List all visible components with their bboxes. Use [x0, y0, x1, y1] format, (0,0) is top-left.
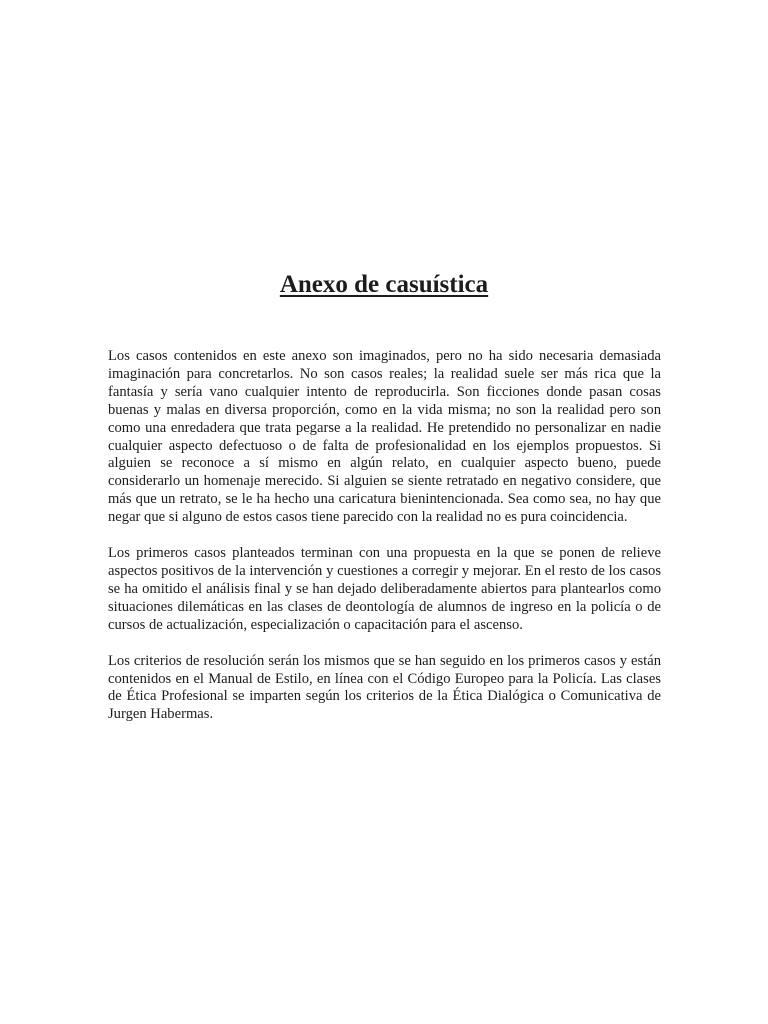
paragraph-intro: Los casos contenidos en este anexo son imaginados, pero no ha sido necesaria demasiada imaginación para concretarlos. No son casos reales; la realidad suele ser más rica que la fantasía y sería vano cualquier intento de reproducirla. Son ficciones donde pasan cosas buenas y malas en diversa proporción, como en la vida misma; no son la realidad pero son como una enredadera que trata pegarse a la realidad. He pretendido no personalizar en nadie cualquier aspecto defectuoso o de falta de profesionalidad en los ejemplos propuestos. Si alguien se reconoce a sí mismo en algún relato, en cualquier aspecto bueno, puede considerarlo un homenaje merecido. Si alguien se siente retratado en negativo considere, que más que un retrato, se le ha hecho una caricatura bienintencionada. Sea como sea, no hay que negar que si alguno de estos casos tiene parecido con la realidad no es pura coincidencia.: [108, 348, 661, 526]
document-body: [108, 348, 661, 742]
paragraph-criteria: Los criterios de resolución serán los mismos que se han seguido en los primeros casos y están contenidos en el Manual de Estilo, en línea con el Código Europeo para la Policía. Las clases de Ética Profesional se imparten según los criterios de la Ética Dialógica o Comunicativa de Jurgen Habermas.: [108, 652, 661, 723]
page-title: Anexo de casuística: [279, 271, 489, 298]
paragraph-cases: Los primeros casos planteados terminan con una propuesta en la que se ponen de relieve aspectos positivos de la intervención y cuestiones a corregir y mejorar. En el resto de los casos se ha omitido el análisis final y se han dejado deliberadamente abiertos para plantearlos como situaciones dilemáticas en las clases de deontología de alumnos de ingreso en la policía o de cursos de actualización, especialización o capacitación para el ascenso.: [108, 545, 661, 633]
